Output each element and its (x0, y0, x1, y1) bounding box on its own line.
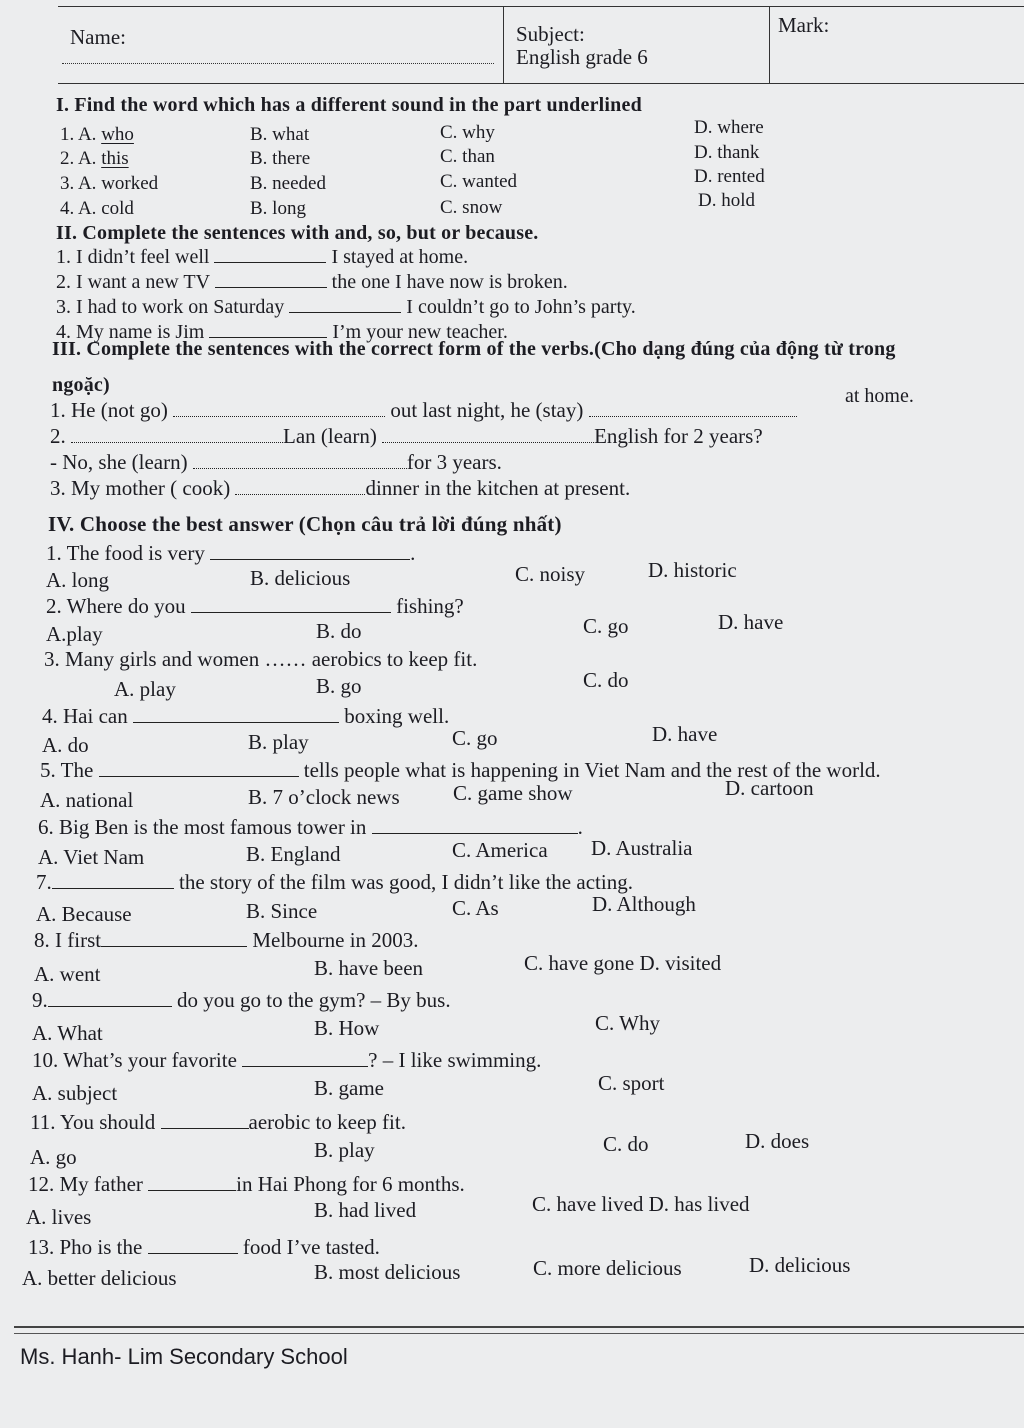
option-a[interactable]: A. better delicious (22, 1266, 177, 1290)
option-a[interactable]: A. went (34, 962, 101, 986)
header-table (58, 6, 1024, 84)
option-b[interactable]: B. delicious (250, 566, 351, 590)
section2-title: II. Complete the sentences with and, so, but or because. (56, 222, 539, 244)
option-b[interactable]: B. do (316, 619, 362, 643)
question: 1. The food is very . (46, 541, 416, 565)
option: B. what (250, 124, 310, 145)
option-b[interactable]: B. most delicious (314, 1260, 461, 1284)
question: 2. Where do you fishing? (46, 594, 464, 618)
option-d[interactable]: D. have (652, 722, 718, 746)
subject-value: English grade 6 (516, 45, 648, 69)
option-c[interactable]: C. sport (598, 1071, 665, 1095)
option-d[interactable]: D. cartoon (725, 776, 814, 800)
option: B. needed (250, 173, 326, 194)
option-cd[interactable]: C. have lived D. has lived (532, 1192, 750, 1216)
question: 4. Hai can boxing well. (42, 704, 450, 728)
option: C. snow (440, 197, 503, 218)
question: 11. You should aerobic to keep fit. (30, 1110, 406, 1134)
name-field[interactable] (62, 63, 494, 64)
question: 12. My father in Hai Phong for 6 months. (28, 1172, 465, 1196)
section4-title: IV. Choose the best answer (Chọn câu trả lời đúng nhất) (48, 512, 562, 536)
option: B. long (250, 198, 306, 219)
option: C. than (440, 146, 495, 167)
option-b[interactable]: B. game (314, 1076, 384, 1100)
option-a[interactable]: A. subject (32, 1081, 118, 1105)
list-item: 3. A. worked (60, 173, 159, 194)
question: 6. Big Ben is the most famous tower in . (38, 815, 583, 839)
list-item-tail: at home. (845, 385, 914, 407)
list-item: 2. Lan (learn) English for 2 years? (50, 424, 763, 448)
option: D. where (694, 117, 764, 138)
option-c[interactable]: C. go (583, 614, 629, 638)
question: 3. Many girls and women …… aerobics to keep fit. (44, 647, 478, 671)
option-d[interactable]: D. historic (648, 558, 737, 582)
option-a[interactable]: A. Viet Nam (38, 845, 145, 869)
name-label: Name: (70, 25, 126, 49)
question: 10. What’s your favorite ? – I like swimming. (32, 1048, 542, 1072)
option-c[interactable]: C. As (452, 896, 499, 920)
option-a[interactable]: A. go (30, 1145, 77, 1169)
option-d[interactable]: D. have (718, 610, 784, 634)
option-a[interactable]: A. play (114, 677, 176, 701)
list-item: - No, she (learn) for 3 years. (50, 450, 502, 474)
option-b[interactable]: B. play (314, 1138, 375, 1162)
option-a[interactable]: A. lives (26, 1205, 92, 1229)
option-d[interactable]: D. delicious (749, 1253, 851, 1277)
section1-title: I. Find the word which has a different sound in the part underlined (56, 94, 642, 116)
list-item: 2. I want a new TV the one I have now is broken. (56, 271, 568, 293)
option-b[interactable]: B. How (314, 1016, 380, 1040)
option-c[interactable]: C. America (452, 838, 548, 862)
header-divider (503, 7, 504, 83)
list-item: 3. My mother ( cook) dinner in the kitchen at present. (50, 476, 631, 500)
option-b[interactable]: B. go (316, 674, 362, 698)
list-item: 4. My name is Jim I’m your new teacher. (56, 321, 508, 343)
subject-label: Subject: (516, 22, 585, 46)
list-item: 2. A. this (60, 148, 129, 169)
footer-rule (14, 1333, 1024, 1334)
question: 8. I first Melbourne in 2003. (34, 928, 419, 952)
option-a[interactable]: A.play (46, 622, 103, 646)
section3-title: III. Complete the sentences with the correct form of the verbs.(Cho dạng đúng của động từ trong (52, 338, 896, 360)
list-item: 4. A. cold (60, 198, 134, 219)
option: D. thank (694, 142, 760, 163)
option-b[interactable]: B. have been (314, 956, 424, 980)
option-d[interactable]: D. does (745, 1129, 810, 1153)
option-cd[interactable]: C. have gone D. visited (524, 951, 722, 975)
option-b[interactable]: B. Since (246, 899, 318, 923)
option: C. wanted (440, 171, 518, 192)
option-c[interactable]: C. do (603, 1132, 649, 1156)
list-item: 1. I didn’t feel well I stayed at home. (56, 246, 469, 268)
list-item: 1. A. who (60, 124, 134, 145)
mark-label: Mark: (778, 13, 830, 37)
option-a[interactable]: A. do (42, 733, 89, 757)
header-divider (769, 7, 770, 83)
option-c[interactable]: C. Why (595, 1011, 660, 1035)
footer-text: Ms. Hanh- Lim Secondary School (20, 1344, 348, 1369)
option-b[interactable]: B. had lived (314, 1198, 417, 1222)
question: 13. Pho is the food I’ve tasted. (28, 1235, 380, 1259)
list-item: 3. I had to work on Saturday I couldn’t go to John’s party. (56, 296, 636, 318)
list-item: 1. He (not go) out last night, he (stay) (50, 398, 797, 423)
section3-title-cont: ngoặc) (52, 374, 110, 396)
question: 9. do you go to the gym? – By bus. (32, 988, 451, 1012)
footer-rule (14, 1326, 1024, 1328)
option-a[interactable]: A. national (40, 788, 134, 812)
option-b[interactable]: B. England (246, 842, 341, 866)
option: B. there (250, 148, 311, 169)
option: D. rented (694, 166, 765, 187)
option: C. why (440, 122, 495, 143)
option-c[interactable]: C. noisy (515, 562, 586, 586)
option-d[interactable]: D. Australia (591, 836, 693, 860)
option-c[interactable]: C. more delicious (533, 1256, 682, 1280)
option-a[interactable]: A. Because (36, 902, 132, 926)
question: 7. the story of the film was good, I didn’t like the acting. (36, 870, 633, 894)
option-a[interactable]: A. What (32, 1021, 103, 1045)
option-d[interactable]: D. Although (592, 892, 696, 916)
option-c[interactable]: C. game show (453, 781, 573, 805)
option: D. hold (698, 190, 755, 211)
option-c[interactable]: C. go (452, 726, 498, 750)
option-b[interactable]: B. 7 o’clock news (248, 785, 400, 809)
question: 5. The tells people what is happening in Viet Nam and the rest of the world. (40, 758, 881, 782)
option-b[interactable]: B. play (248, 730, 309, 754)
option-c[interactable]: C. do (583, 668, 629, 692)
option-a[interactable]: A. long (46, 568, 109, 592)
